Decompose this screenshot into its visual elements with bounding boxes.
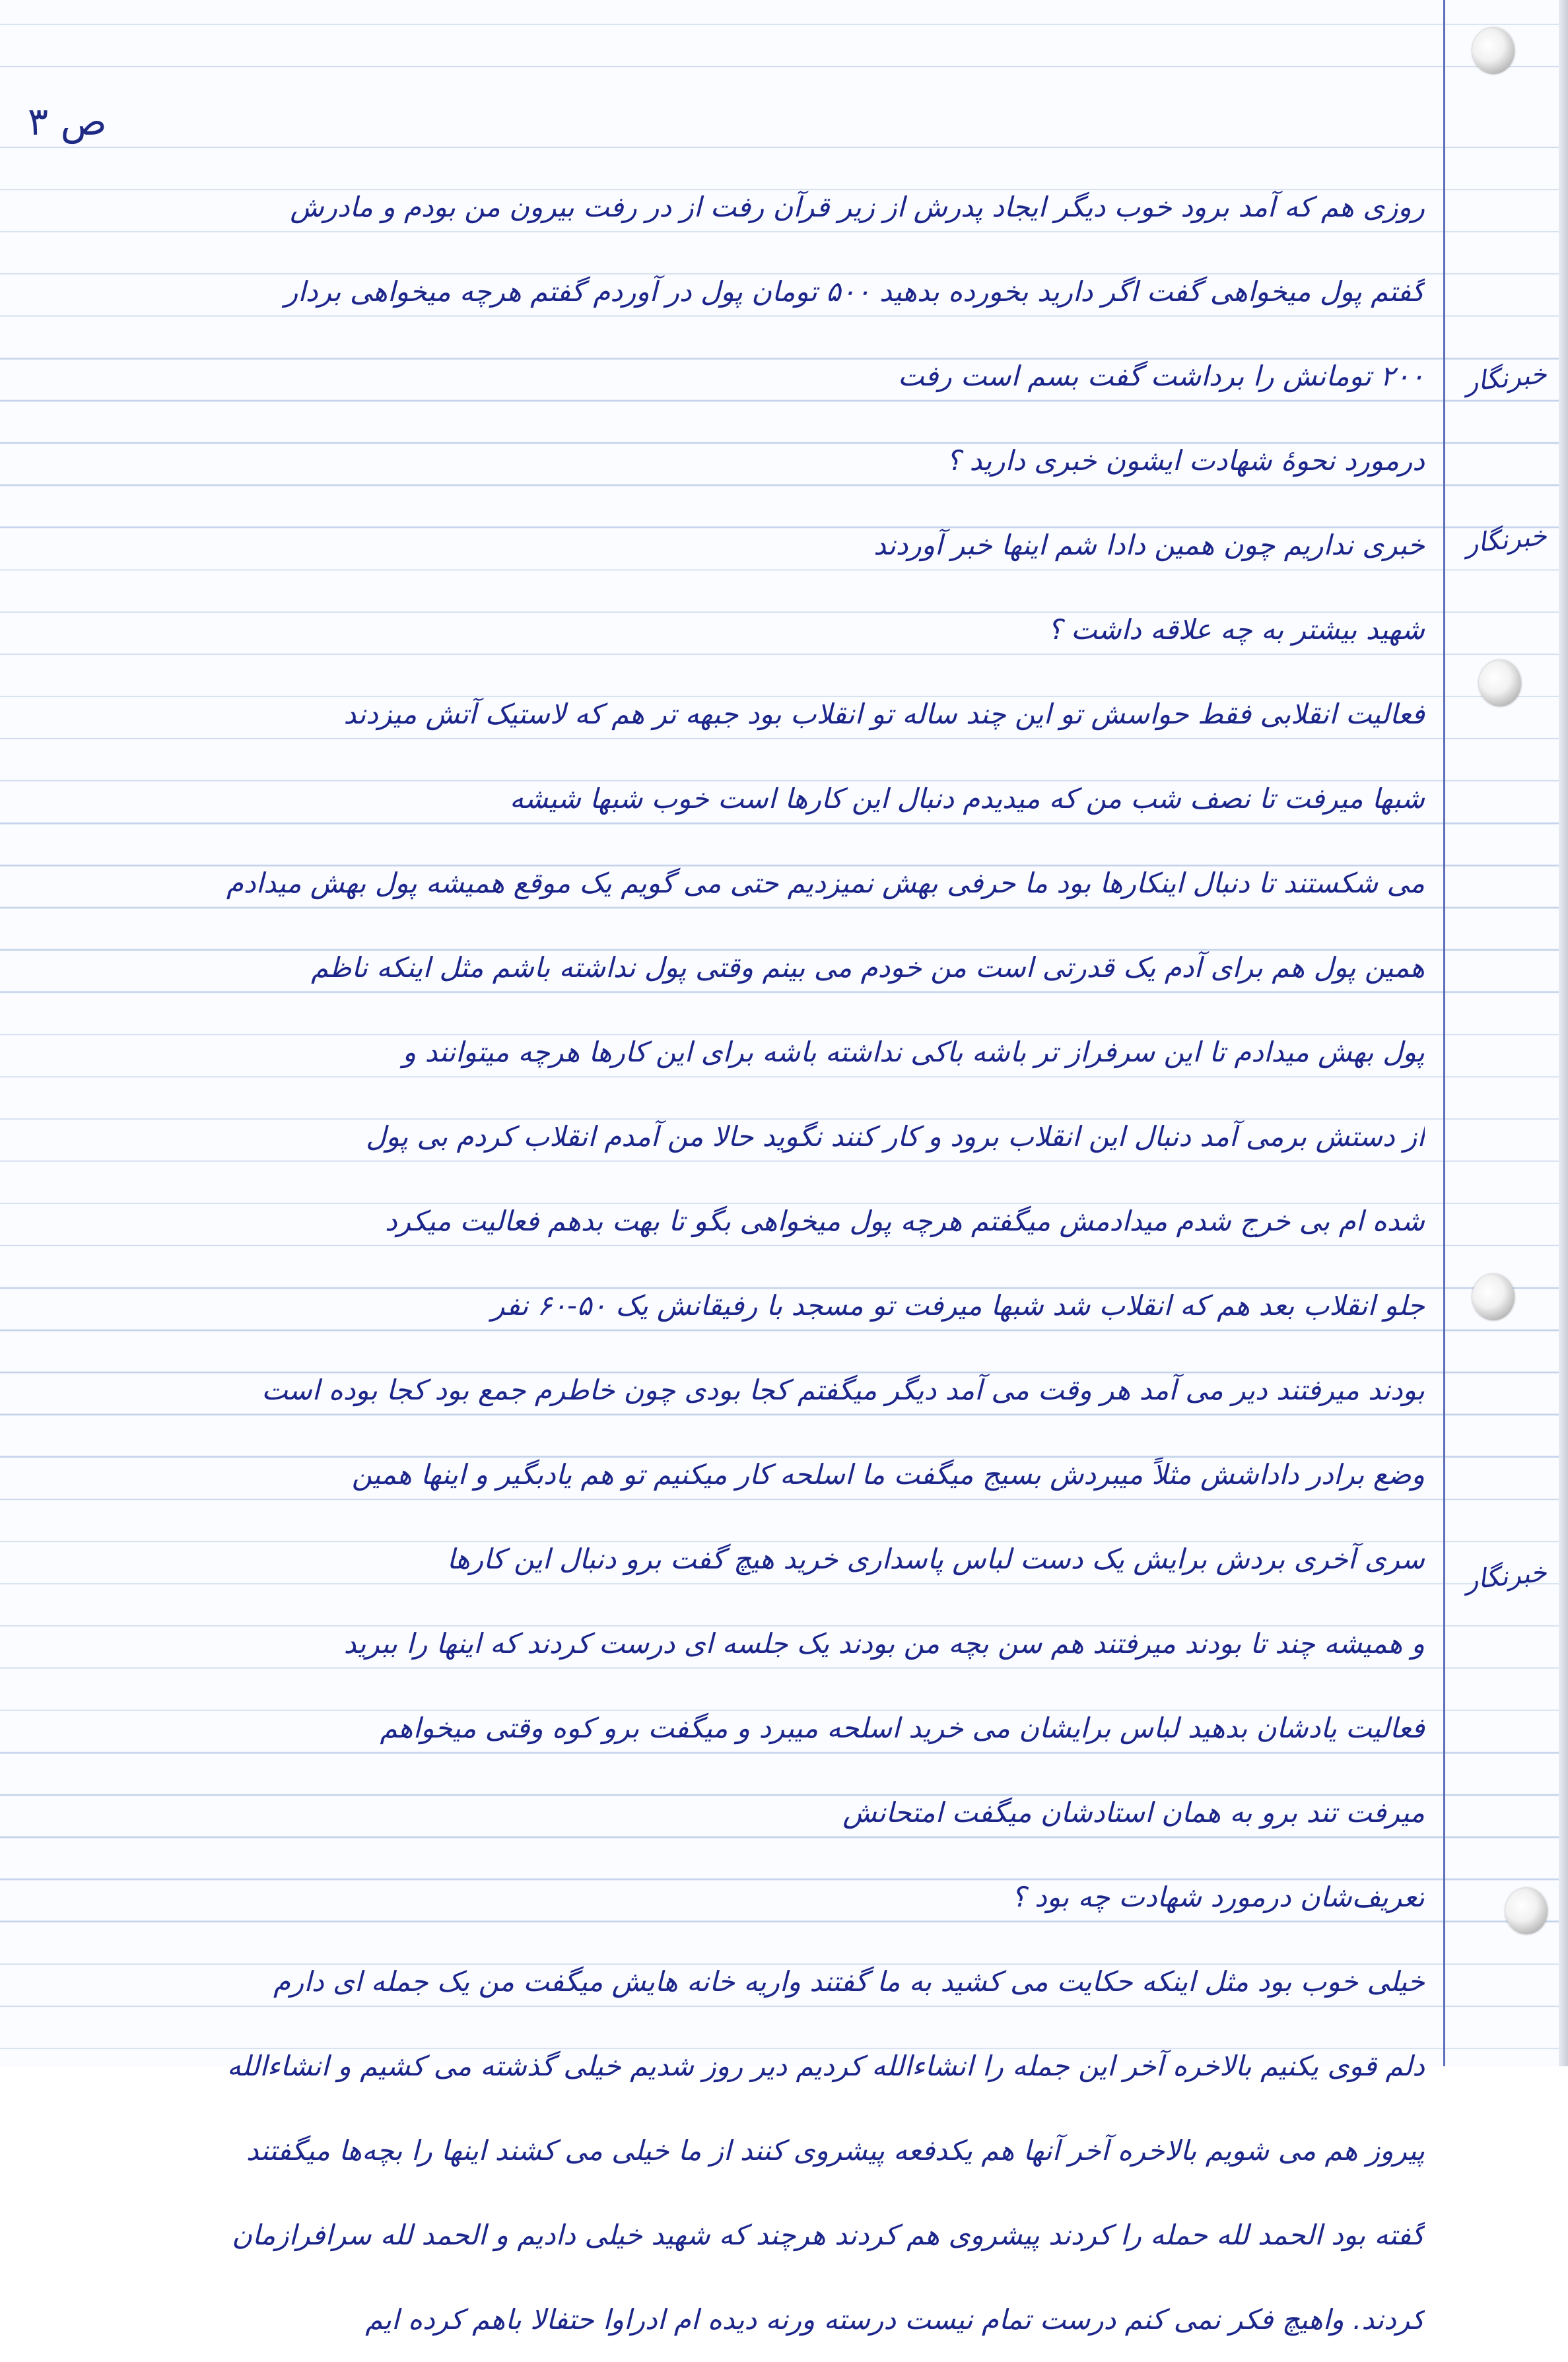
- punch-hole: [1479, 660, 1521, 706]
- text-line: روزی هم که آمد برود خوب دیگر ایجاد پدرش از زیر قرآن رفت از در رفت بیرون من بودم و مادرش: [290, 191, 1425, 223]
- question-line: درمورد نحوهٔ شهادت ایشون خبری دارید ؟: [945, 444, 1425, 477]
- text-line: وضع برادر داداشش مثلاً میبردش بسیج میگفت ما اسلحه کار میکنیم تو هم یادبگیر و اینها همین: [351, 1458, 1425, 1491]
- text-line: سری آخری بردش برایش یک دست لباس پاسداری خرید هیچ گفت برو دنبال این کارها: [446, 1543, 1425, 1575]
- text-line: همین پول هم برای آدم یک قدرتی است من خودم می بینم وقتی پول نداشته باشم مثل اینکه ناظم: [311, 951, 1425, 984]
- paper-edge: [1559, 0, 1568, 2066]
- punch-hole: [1505, 1888, 1548, 1934]
- punch-hole: [1472, 1274, 1515, 1320]
- question-line: شهید بیشتر به چه علاقه داشت ؟: [1047, 613, 1425, 646]
- text-line: پیروز هم می شویم بالاخره آخر آنها هم یکدفعه پیشروی کنند از ما خیلی می کشند اینها را بچه‌ها میگفتند: [246, 2134, 1425, 2167]
- text-line: گفتم پول میخواهی گفت اگر دارید بخورده بدهید ۵۰۰ تومان پول در آوردم گفتم هرچه میخواهی بردار: [284, 275, 1425, 308]
- text-line: خبری نداریم چون همین دادا شم اینها خبر آوردند: [873, 529, 1425, 561]
- page-number: ص ۳: [28, 99, 107, 144]
- margin-line: [1443, 0, 1445, 2066]
- text-line: میرفت تند برو به همان استادشان میگفت امتحانش: [842, 1796, 1425, 1829]
- question-line: تعریف‌شان درمورد شهادت چه بود ؟: [1011, 1881, 1425, 1913]
- text-line: از دستش برمی آمد دنبال این انقلاب برود و کار کنند نگوید حالا من آمدم انقلاب کردم بی پول: [366, 1120, 1425, 1153]
- handwritten-text: [18, 165, 1425, 2362]
- text-line: بودند میرفتند دیر می آمد هر وقت می آمد دیگر میگفتم کجا بودی چون خاطرم جمع بود کجا بوده است: [261, 1374, 1425, 1406]
- punch-hole: [1472, 28, 1515, 74]
- speaker-label: خبرنگار: [1464, 1557, 1548, 1596]
- text-line: شبها میرفت تا نصف شب من که میدیدم دنبال این کارها است خوب شبها شیشه: [510, 782, 1425, 815]
- speaker-label: خبرنگار: [1464, 520, 1548, 560]
- text-line: فعالیت یادشان بدهید لباس برایشان می خرید اسلحه میبرد و میگفت برو کوه وقتی میخواهم: [380, 1712, 1425, 1744]
- text-line: ۲۰۰ تومانش را برداشت گفت بسم است رفت: [898, 360, 1425, 392]
- text-line: پول بهش میدادم تا این سرفراز تر باشه باکی نداشته باشه برای این کارها هرچه میتوانند و: [402, 1036, 1425, 1068]
- text-line: و همیشه چند تا بودند میرفتند هم سن بچه من بودند یک جلسه ای درست کردند که اینها را ببرید: [343, 1627, 1425, 1660]
- text-line: کردند. واهیچ فکر نمی کنم درست تمام نیست درسته ورنه دیده ام ادراوا حتفالا باهم کرده ایم: [365, 2303, 1425, 2336]
- text-line: جلو انقلاب بعد هم که انقلاب شد شبها میرفت تو مسجد با رفیقانش یک ۵۰-۶۰ نفر: [491, 1289, 1425, 1322]
- text-line: فعالیت انقلابی فقط حواسش تو این چند ساله تو انقلاب بود جبهه‌ تر هم که لاستیک آتش میزدند: [343, 698, 1425, 730]
- text-line: می شکستند تا دنبال اینکارها بود ما حرفی بهش نمیزدیم حتی می گویم یک موقع همیشه پول بهش میدادم: [226, 867, 1425, 899]
- text-line: گفته بود الحمد لله حمله را کردند پیشروی هم کردند هرچند که شهید خیلی دادیم و الحمد لله سرافرازمان: [232, 2219, 1425, 2251]
- text-line: خیلی خوب بود مثل اینکه حکایت می کشید به ما گفتند واریه خانه هایش میگفت من یک جمله ای دارم: [273, 1965, 1425, 1998]
- text-line: شده ام بی خرج شدم میدادمش میگفتم هرچه پول میخواهی بگو تا بهت بدهم فعالیت میکرد: [384, 1205, 1425, 1237]
- speaker-label: خبرنگار: [1464, 358, 1548, 398]
- text-line: دلم قوی یکنیم بالاخره آخر این جمله را انشاءالله کردیم دیر روز شدیم خیلی گذشته می کشیم و انشاءالله: [226, 2050, 1425, 2082]
